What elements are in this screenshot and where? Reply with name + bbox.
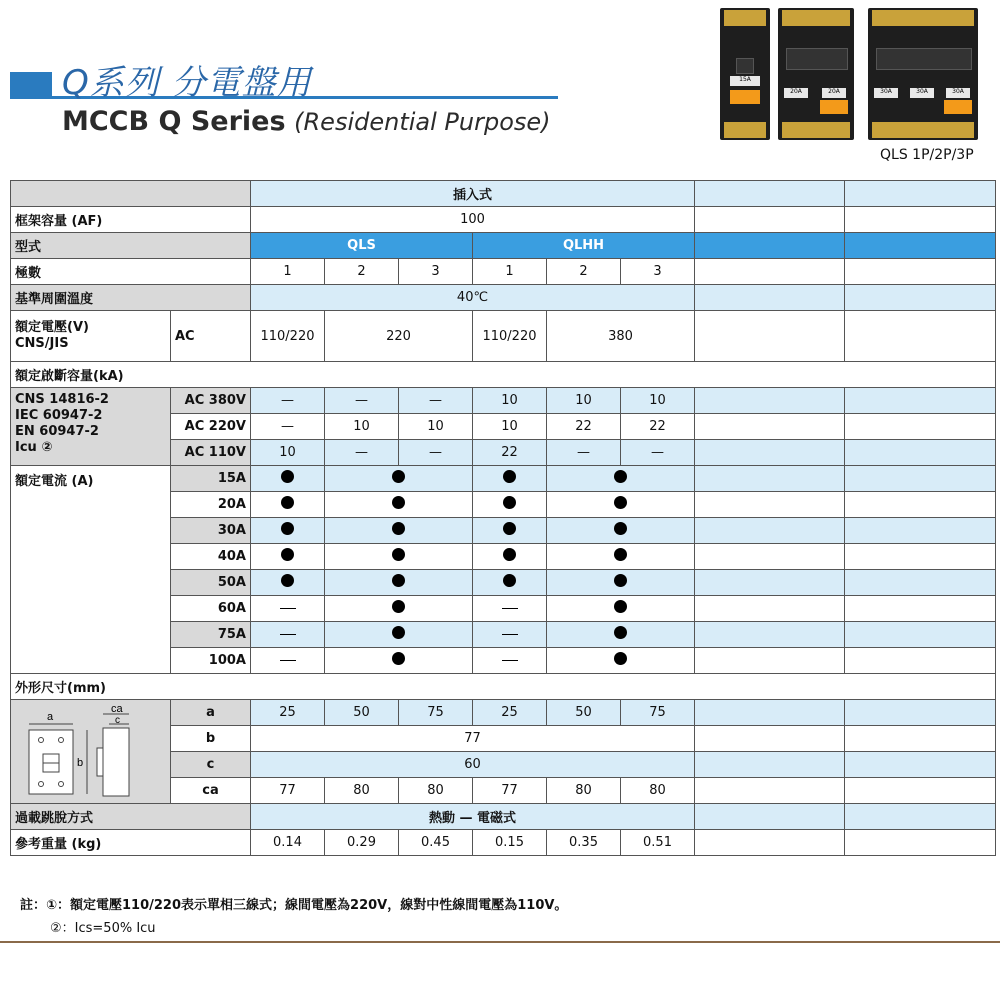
dimension-diagram-cell xyxy=(11,700,171,804)
dim-ca-cell: 80 xyxy=(547,778,621,804)
rating-available-dot xyxy=(281,548,294,561)
breaking-voltage: AC 110V xyxy=(171,440,251,466)
voltage-label-2: CNS/JIS xyxy=(15,336,69,351)
ambient-label: 基準周圍溫度 xyxy=(11,285,251,311)
rating-available-dot xyxy=(392,574,405,587)
row-breaking-label xyxy=(11,362,996,388)
breaking-cell: 10 xyxy=(621,388,695,414)
rating-available-dot xyxy=(281,522,294,535)
current-cell xyxy=(547,622,695,648)
row-af xyxy=(11,207,996,233)
current-amp: 75A xyxy=(171,622,251,648)
voltage-ac: AC xyxy=(171,311,251,362)
current-amp: 20A xyxy=(171,492,251,518)
dim-b-value: 77 xyxy=(251,726,695,752)
rating-available-dot xyxy=(614,652,627,665)
weight-cell: 0.35 xyxy=(547,830,621,856)
title-chinese: Q系列 分電盤用 xyxy=(62,63,312,103)
breaker-2p-image xyxy=(778,8,854,140)
note-1: 註：①：額定電壓110/220表示單相三線式；線間電壓為220V，線對中性線間電壓為110V。 xyxy=(20,898,568,913)
breaker-label-6: 30A xyxy=(946,88,970,98)
current-amp: 60A xyxy=(171,596,251,622)
dim-ca-label: ca xyxy=(171,778,251,804)
breaking-cell: 22 xyxy=(473,440,547,466)
current-amp: 40A xyxy=(171,544,251,570)
current-cell xyxy=(251,596,325,622)
rating-available-dot xyxy=(392,522,405,535)
header-accent-bar xyxy=(10,72,52,98)
breaking-cell: 10 xyxy=(473,414,547,440)
current-cell xyxy=(473,492,547,518)
dim-ca-cell: 80 xyxy=(621,778,695,804)
breaking-cell: 22 xyxy=(547,414,621,440)
rating-available-dot xyxy=(614,470,627,483)
standard-item: CNS 14816-2 xyxy=(15,392,109,407)
weight-cell: 0.15 xyxy=(473,830,547,856)
row-mount xyxy=(11,181,996,207)
current-cell xyxy=(473,596,547,622)
row-ambient xyxy=(11,285,996,311)
current-cell xyxy=(251,492,325,518)
breaking-cell: 10 xyxy=(547,388,621,414)
current-cell xyxy=(251,570,325,596)
weight-cell: 0.14 xyxy=(251,830,325,856)
row-dims-label xyxy=(11,674,996,700)
breaking-cell: — xyxy=(251,388,325,414)
rating-available-dot xyxy=(281,470,294,483)
current-cell xyxy=(325,492,473,518)
breaking-cell: — xyxy=(399,388,473,414)
row-breaking-380 xyxy=(11,388,996,414)
voltage-cell: 220 xyxy=(325,311,473,362)
spec-table xyxy=(10,180,996,856)
current-cell xyxy=(325,544,473,570)
rating-unavailable-dash xyxy=(280,634,296,635)
breaking-label: 額定啟斷容量(kA) xyxy=(11,362,996,388)
type-qls: QLS xyxy=(251,233,473,259)
current-cell xyxy=(547,648,695,674)
title-english-paren: (Residential Purpose) xyxy=(294,108,551,136)
rating-available-dot xyxy=(503,574,516,587)
rating-available-dot xyxy=(503,522,516,535)
current-cell xyxy=(473,466,547,492)
current-section xyxy=(11,466,996,674)
rating-available-dot xyxy=(614,626,627,639)
product-caption: QLS 1P/2P/3P xyxy=(880,147,974,163)
breaking-cell: 22 xyxy=(621,414,695,440)
dim-ca-cell: 77 xyxy=(473,778,547,804)
dim-a-cell: 25 xyxy=(251,700,325,726)
breaking-cell: 10 xyxy=(325,414,399,440)
breaking-voltage: AC 380V xyxy=(171,388,251,414)
current-cell xyxy=(473,648,547,674)
current-cell xyxy=(547,596,695,622)
breaker-label-3: 20A xyxy=(822,88,846,98)
breaking-cell: 10 xyxy=(251,440,325,466)
dim-a-cell: 75 xyxy=(621,700,695,726)
af-value: 100 xyxy=(251,207,695,233)
pole-cell: 3 xyxy=(399,259,473,285)
current-cell xyxy=(547,492,695,518)
current-amp: 30A xyxy=(171,518,251,544)
row-type xyxy=(11,233,996,259)
voltage-cell: 110/220 xyxy=(251,311,325,362)
dim-c-label: c xyxy=(171,752,251,778)
title-english-bold: MCCB Q Series xyxy=(62,106,286,137)
rating-available-dot xyxy=(392,626,405,639)
current-cell xyxy=(325,596,473,622)
standard-item: IEC 60947-2 xyxy=(15,408,103,423)
current-cell xyxy=(547,570,695,596)
rating-available-dot xyxy=(392,652,405,665)
rating-available-dot xyxy=(614,496,627,509)
weight-label: 參考重量 (kg) xyxy=(11,830,251,856)
dim-a-cell: 75 xyxy=(399,700,473,726)
pole-cell: 1 xyxy=(251,259,325,285)
breaker-1p-image xyxy=(720,8,770,140)
current-cell xyxy=(473,570,547,596)
trip-label: 過載跳脫方式 xyxy=(11,804,251,830)
rating-available-dot xyxy=(614,574,627,587)
breaking-cell: — xyxy=(325,388,399,414)
rating-available-dot xyxy=(614,548,627,561)
ambient-value: 40℃ xyxy=(251,285,695,311)
dim-b-label: b xyxy=(171,726,251,752)
current-cell xyxy=(325,466,473,492)
rating-available-dot xyxy=(392,470,405,483)
breaker-label-4: 30A xyxy=(874,88,898,98)
rating-available-dot xyxy=(281,496,294,509)
dim-a-cell: 25 xyxy=(473,700,547,726)
dim-a-cell: 50 xyxy=(547,700,621,726)
current-cell xyxy=(251,518,325,544)
rating-unavailable-dash xyxy=(502,608,518,609)
rating-available-dot xyxy=(392,600,405,613)
dim-ca-cell: 77 xyxy=(251,778,325,804)
dim-a-label: a xyxy=(171,700,251,726)
diagram-label-c: c xyxy=(115,714,120,726)
weight-cell: 0.45 xyxy=(399,830,473,856)
breaking-cell: — xyxy=(547,440,621,466)
breaker-label-1: 15A xyxy=(730,76,760,86)
rating-available-dot xyxy=(503,548,516,561)
current-cell xyxy=(547,544,695,570)
current-cell xyxy=(325,570,473,596)
pole-cell: 3 xyxy=(621,259,695,285)
breaker-3p-image xyxy=(868,8,978,140)
breaking-cell: — xyxy=(251,414,325,440)
dim-c-value: 60 xyxy=(251,752,695,778)
breaking-voltage: AC 220V xyxy=(171,414,251,440)
type-label: 型式 xyxy=(11,233,251,259)
poles-label: 極數 xyxy=(11,259,251,285)
rating-unavailable-dash xyxy=(502,634,518,635)
mount-label-cell xyxy=(11,181,251,207)
rating-unavailable-dash xyxy=(502,660,518,661)
diagram-label-b: b xyxy=(77,756,84,769)
current-amp: 50A xyxy=(171,570,251,596)
current-cell xyxy=(325,648,473,674)
rating-available-dot xyxy=(392,548,405,561)
standard-item: EN 60947-2 xyxy=(15,424,99,439)
rating-available-dot xyxy=(614,600,627,613)
row-voltage xyxy=(11,311,996,362)
rating-available-dot xyxy=(503,470,516,483)
breaker-label-5: 30A xyxy=(910,88,934,98)
mount-value: 插入式 xyxy=(251,181,695,207)
voltage-label xyxy=(11,311,171,362)
voltage-cell: 380 xyxy=(547,311,695,362)
voltage-cell: 110/220 xyxy=(473,311,547,362)
current-cell xyxy=(473,518,547,544)
pole-cell: 2 xyxy=(325,259,399,285)
diagram-label-a: a xyxy=(47,710,54,723)
standards-cell xyxy=(11,388,171,466)
breaking-cell: — xyxy=(325,440,399,466)
note-2: ②：Ics=50% Icu xyxy=(50,921,156,936)
breaking-cell: 10 xyxy=(399,414,473,440)
dim-ca-cell: 80 xyxy=(325,778,399,804)
af-label: 框架容量 (AF) xyxy=(11,207,251,233)
rating-available-dot xyxy=(614,522,627,535)
standard-item: Icu ② xyxy=(15,440,53,455)
current-cell xyxy=(473,622,547,648)
dims-label: 外形尺寸(mm) xyxy=(11,674,996,700)
breaking-cell: — xyxy=(621,440,695,466)
current-cell xyxy=(547,466,695,492)
current-cell xyxy=(547,518,695,544)
current-cell xyxy=(251,544,325,570)
pole-cell: 2 xyxy=(547,259,621,285)
weight-cell: 0.51 xyxy=(621,830,695,856)
dimension-diagram xyxy=(11,704,161,800)
rating-available-dot xyxy=(392,496,405,509)
breaking-cell: — xyxy=(399,440,473,466)
diagram-label-ca: ca xyxy=(111,703,123,715)
current-amp: 15A xyxy=(171,466,251,492)
trip-value: 熱動 — 電磁式 xyxy=(251,804,695,830)
row-weight xyxy=(11,830,996,856)
current-cell xyxy=(473,544,547,570)
rating-available-dot xyxy=(281,574,294,587)
row-dim-a xyxy=(11,700,996,726)
current-cell xyxy=(251,466,325,492)
row-trip xyxy=(11,804,996,830)
current-label: 額定電流 (A) xyxy=(11,466,171,674)
current-cell xyxy=(325,622,473,648)
breaking-cell: 10 xyxy=(473,388,547,414)
voltage-label-1: 額定電壓(V) xyxy=(15,320,89,335)
dim-ca-cell: 80 xyxy=(399,778,473,804)
weight-cell: 0.29 xyxy=(325,830,399,856)
rating-unavailable-dash xyxy=(280,608,296,609)
type-qlhh: QLHH xyxy=(473,233,695,259)
rating-unavailable-dash xyxy=(280,660,296,661)
title-english xyxy=(62,106,551,137)
current-cell xyxy=(251,648,325,674)
current-cell xyxy=(325,518,473,544)
dim-a-cell: 50 xyxy=(325,700,399,726)
row-poles xyxy=(11,259,996,285)
pole-cell: 1 xyxy=(473,259,547,285)
rating-available-dot xyxy=(503,496,516,509)
current-amp: 100A xyxy=(171,648,251,674)
breaker-label-2: 20A xyxy=(784,88,808,98)
current-cell xyxy=(251,622,325,648)
row-current xyxy=(11,466,996,492)
footer-line xyxy=(0,941,1000,943)
